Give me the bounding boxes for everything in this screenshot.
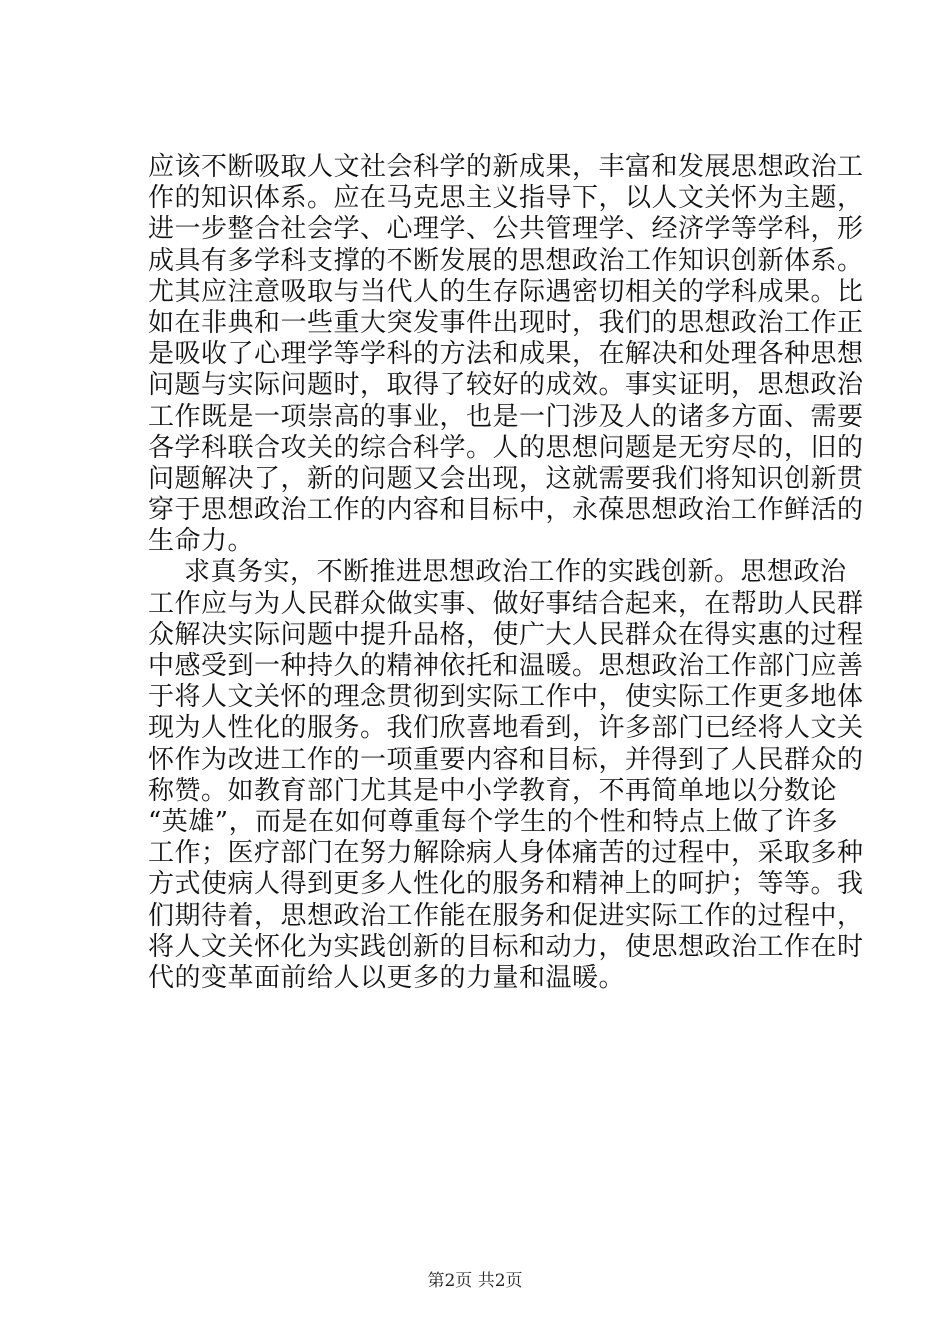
text-line: 如在非典和一些重大突发事件出现时，我们的思想政治工作正 (148, 307, 864, 338)
text-line: 怀作为改进工作的一项重要内容和目标，并得到了人民群众的 (148, 744, 864, 775)
text-line: 问题解决了，新的问题又会出现，这就需要我们将知识创新贯 (148, 463, 864, 494)
text-line: 工作；医疗部门在努力解除病人身体痛苦的过程中，采取多种 (148, 838, 864, 869)
text-line: 代的变革面前给人以更多的力量和温暖。 (148, 962, 626, 993)
text-line: 中感受到一种持久的精神依托和温暖。思想政治工作部门应善 (148, 651, 864, 681)
text-line: “英雄”，而是在如何尊重每个学生的个性和特点上做了许多 (148, 806, 839, 837)
text-line: 将人文关怀化为实践创新的目标和动力，使思想政治工作在时 (148, 931, 864, 962)
text-line: 于将人文关怀的理念贯彻到实际工作中，使实际工作更多地体 (148, 682, 864, 713)
text-line: 问题与实际问题时，取得了较好的成效。事实证明，思想政治 (148, 370, 864, 401)
text-line: 穿于思想政治工作的内容和目标中，永葆思想政治工作鲜活的 (148, 495, 864, 526)
text-line: 尤其应注意吸取与当代人的生存际遇密切相关的学科成果。比 (148, 276, 864, 307)
text-line: 各学科联合攻关的综合科学。人的思想问题是无穷尽的，旧的 (148, 432, 864, 463)
text-line: 工作应与为人民群众做实事、做好事结合起来，在帮助人民群 (148, 588, 864, 619)
text-line: 成具有多学科支撑的不断发展的思想政治工作知识创新体系。 (148, 245, 864, 276)
paragraph-first-line: 求真务实，不断推进思想政治工作的实践创新。思想政治 (184, 557, 847, 588)
text-line: 工作既是一项崇高的事业，也是一门涉及人的诸多方面、需要 (148, 401, 864, 432)
page-footer: 第2页 共2页 (427, 1271, 523, 1291)
text-line: 进一步整合社会学、心理学、公共管理学、经济学等学科，形 (148, 214, 864, 245)
text-line: 作的知识体系。应在马克思主义指导下，以人文关怀为主题， (148, 183, 864, 214)
text-line: 应该不断吸取人文社会科学的新成果，丰富和发展思想政治工 (148, 152, 864, 182)
body-text (148, 152, 864, 994)
text-line: 们期待着，思想政治工作能在服务和促进实际工作的过程中， (148, 900, 864, 931)
text-line: 众解决实际问题中提升品格，使广大人民群众在得实惠的过程 (148, 619, 864, 650)
text-line: 方式使病人得到更多人性化的服务和精神上的呵护；等等。我 (148, 869, 864, 900)
text-line: 称赞。如教育部门尤其是中小学教育，不再简单地以分数论 (148, 775, 838, 806)
text-line: 是吸收了心理学等学科的方法和成果，在解决和处理各种思想 (148, 339, 864, 370)
text-line: 现为人性化的服务。我们欣喜地看到，许多部门已经将人文关 (148, 713, 864, 744)
text-line: 生命力。 (148, 526, 255, 557)
